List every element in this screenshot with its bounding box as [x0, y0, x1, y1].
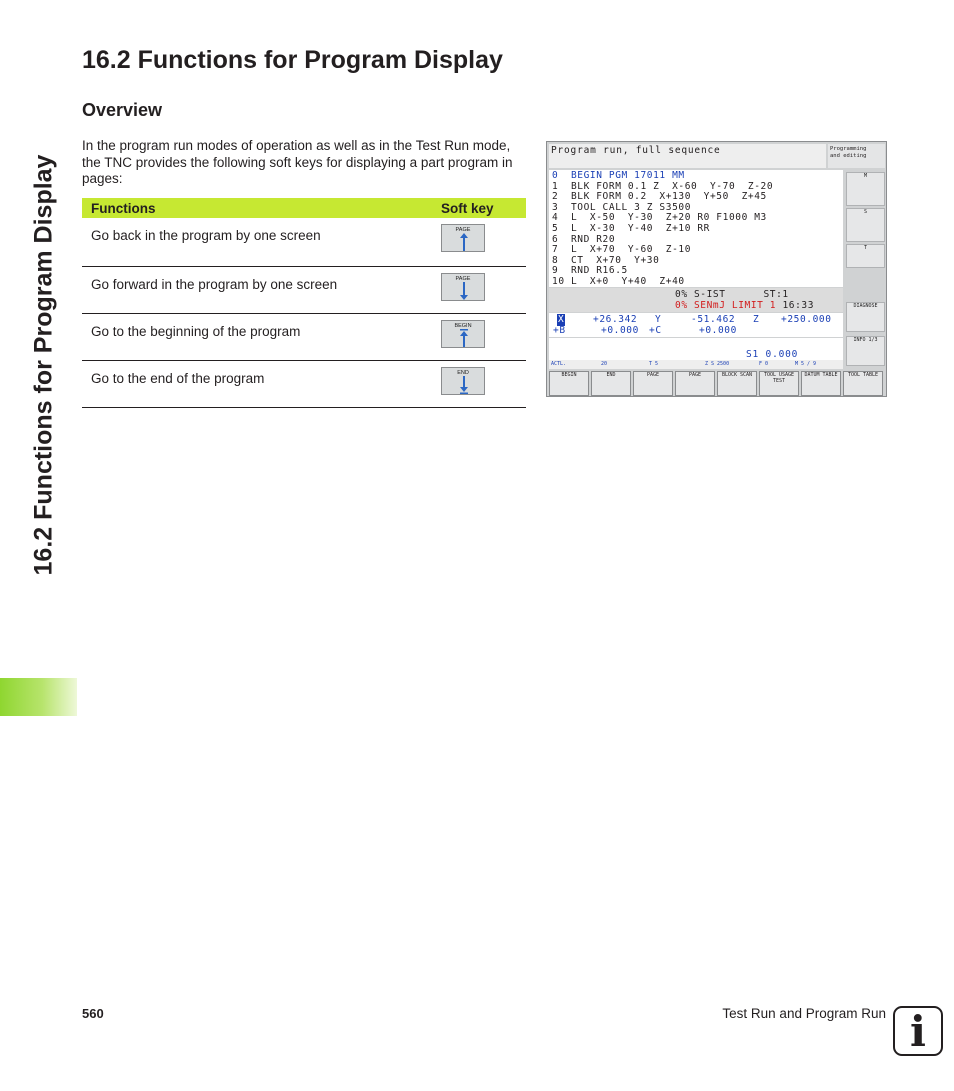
axis-b-label: +B — [553, 325, 566, 336]
axis-c-value: +0.000 — [699, 325, 737, 336]
program-line: 8 CT X+70 Y+30 — [552, 254, 660, 266]
m-function-button[interactable] — [846, 172, 885, 206]
info-f: F 0 — [759, 361, 769, 367]
soft-key-cell — [441, 218, 526, 266]
m-label: M — [863, 173, 867, 179]
info-button[interactable] — [846, 336, 885, 366]
programming-mode-button[interactable] — [828, 144, 885, 168]
s-label: S — [863, 209, 867, 215]
table-row — [82, 360, 526, 407]
softkey-label: DATUM TABLE — [804, 372, 838, 378]
axis-x-value: +26.342 — [593, 314, 638, 325]
soft-key-label: PAGE — [455, 275, 471, 282]
vertical-chapter-title — [24, 40, 64, 690]
header-functions: Functions — [82, 198, 441, 218]
function-description: Go to the beginning of the program — [82, 313, 441, 360]
softkey-label: PAGE — [646, 372, 660, 378]
function-description: Go to the end of the program — [82, 360, 441, 407]
info-spindle: Z S 2500 — [705, 361, 730, 367]
info-label: INFO 1/3 — [853, 337, 878, 343]
chapter-name: Test Run and Program Run — [722, 1006, 886, 1021]
info-tool: T 5 — [649, 361, 659, 367]
arrow-up-icon — [460, 233, 468, 251]
program-line: 1 BLK FORM 0.1 Z X-60 Y-70 Z-20 — [552, 180, 774, 192]
soft-key-cell — [441, 360, 526, 407]
program-line: 7 L X+70 Y-60 Z-10 — [552, 244, 692, 256]
table-row — [82, 266, 526, 313]
softkey-tool-usage-test[interactable] — [759, 371, 799, 396]
functions-table — [82, 198, 526, 408]
program-line: 3 TOOL CALL 3 Z S3500 — [552, 201, 692, 213]
clock-time: 16:33 — [782, 300, 815, 311]
status-area — [549, 288, 843, 312]
diagnose-button[interactable] — [846, 302, 885, 332]
intro-paragraph: In the program run modes of operation as well as in the Test Run mode, the TNC provides the following soft keys for displaying a part program in pages: — [82, 138, 513, 186]
softkey-datum-table[interactable] — [801, 371, 841, 396]
info-bar — [549, 360, 843, 369]
softkey-label: PAGE — [688, 372, 702, 378]
s-function-button[interactable] — [846, 208, 885, 242]
mode-button-line: Programming — [830, 146, 867, 152]
axis-x-label: X — [558, 314, 565, 325]
info-m: M 5 / 9 — [795, 361, 817, 367]
program-line: 0 BEGIN PGM 17011 MM — [552, 170, 685, 181]
axis-y-label: Y — [655, 314, 662, 325]
softkey-end[interactable] — [591, 371, 631, 396]
axis-z-label: Z — [753, 314, 760, 325]
soft-key-label: PAGE — [455, 227, 471, 233]
screen-title: Program run, full sequence — [549, 144, 826, 168]
soft-key-cell — [441, 266, 526, 313]
t-label: T — [863, 245, 867, 251]
status-line-2 — [675, 300, 814, 312]
softkey-page-down[interactable] — [675, 371, 715, 396]
axis-c-label: +C — [649, 325, 662, 336]
softkey-label: TOOL TABLE — [847, 372, 879, 378]
table-row — [82, 313, 526, 360]
section-title: 16.2 Functions for Program Display — [82, 46, 503, 74]
softkey-tool-table[interactable] — [843, 371, 883, 396]
page-number: 560 — [82, 1006, 104, 1021]
program-line: 4 L X-50 Y-30 Z+20 R0 F1000 M3 — [552, 212, 767, 224]
vertical-title-text: 16.2 Functions for Program Display — [29, 154, 58, 576]
softkey-label: BEGIN — [561, 372, 577, 378]
spindle-value: S1 0.000 — [746, 349, 799, 360]
table-row — [82, 218, 526, 266]
begin-soft-key[interactable] — [441, 320, 485, 348]
soft-key-label: END — [457, 369, 469, 376]
program-line: 6 RND R20 — [552, 233, 616, 245]
limit-text: 0% SENmJ LIMIT 1 — [675, 300, 777, 311]
t-function-button[interactable] — [846, 244, 885, 268]
chapter-tab-marker — [0, 678, 77, 716]
info-actl: ACTL. — [551, 361, 567, 367]
soft-key-label: BEGIN — [454, 322, 472, 329]
program-line: 10 L X+0 Y+40 Z+40 — [552, 275, 685, 287]
page-up-soft-key[interactable] — [441, 224, 485, 252]
table-header-row — [82, 198, 526, 218]
axis-y-value: -51.462 — [691, 314, 736, 325]
softkey-label: TOOL USAGE TEST — [763, 372, 795, 384]
program-line: 5 L X-30 Y-40 Z+10 RR — [552, 222, 710, 234]
soft-key-cell — [441, 313, 526, 360]
softkey-row — [547, 371, 886, 397]
axis-z-value: +250.000 — [781, 314, 832, 325]
end-soft-key[interactable] — [441, 367, 485, 395]
info-feed: 20 — [601, 361, 608, 367]
softkey-block-scan[interactable] — [717, 371, 757, 396]
tnc-screenshot — [546, 141, 887, 397]
arrow-down-icon — [460, 282, 468, 300]
mode-button-line: and editing — [830, 153, 867, 159]
arrow-up-bar-icon — [460, 329, 468, 347]
position-display — [549, 313, 843, 337]
program-line: 9 RND R16.5 — [552, 265, 628, 277]
axis-b-value: +0.000 — [601, 325, 639, 336]
header-soft-key: Soft key — [441, 198, 526, 218]
diagnose-label: DIAGNOSE — [853, 303, 878, 309]
program-line: 2 BLK FORM 0.2 X+130 Y+50 Z+45 — [552, 191, 767, 203]
softkey-label: END — [606, 372, 616, 378]
info-icon: i — [893, 1006, 943, 1056]
softkey-begin[interactable] — [549, 371, 589, 396]
status-line-1: 0% S-IST ST:1 — [675, 289, 789, 300]
spindle-area — [549, 338, 843, 360]
softkey-label: BLOCK SCAN — [721, 372, 753, 378]
page-down-soft-key[interactable] — [441, 273, 485, 301]
arrow-down-bar-icon — [460, 376, 468, 394]
program-listing — [549, 170, 843, 287]
function-description: Go forward in the program by one screen — [82, 266, 441, 313]
function-description: Go back in the program by one screen — [82, 218, 441, 266]
softkey-page-up[interactable] — [633, 371, 673, 396]
subsection-title: Overview — [82, 100, 163, 120]
